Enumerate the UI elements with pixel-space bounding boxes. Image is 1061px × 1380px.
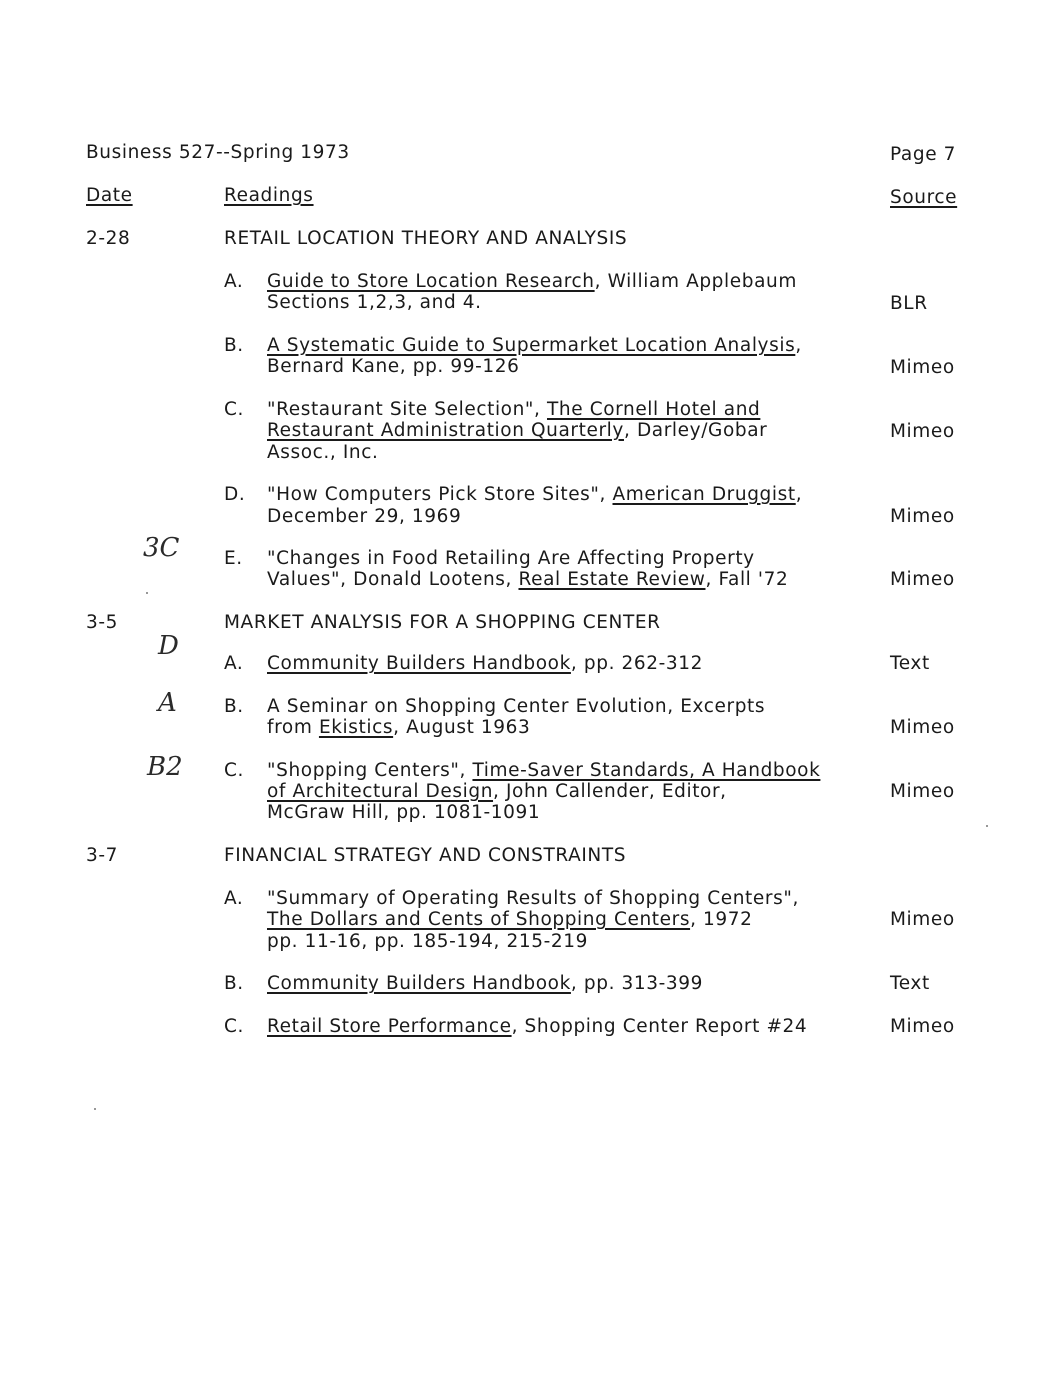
section-date: 2-28: [86, 228, 131, 249]
item-letter: B.: [224, 973, 244, 994]
item-line: Retail Store Performance, Shopping Center Report #24: [267, 1016, 808, 1037]
section-title: RETAIL LOCATION THEORY AND ANALYSIS: [224, 228, 628, 249]
item-source: Mimeo: [890, 717, 955, 738]
item-source: Mimeo: [890, 569, 955, 590]
course-title: Business 527--Spring 1973: [86, 142, 350, 163]
item-line: pp. 11-16, pp. 185-194, 215-219: [267, 931, 588, 952]
item-source: Mimeo: [890, 781, 955, 802]
item-line: Community Builders Handbook, pp. 313-399: [267, 973, 704, 994]
item-letter: B.: [224, 696, 244, 717]
item-source: Mimeo: [890, 357, 955, 378]
item-source: Text: [890, 653, 930, 674]
item-line: Guide to Store Location Research, William Applebaum: [267, 271, 797, 292]
item-source: Mimeo: [890, 909, 955, 930]
item-letter: C.: [224, 1016, 244, 1037]
item-line: The Dollars and Cents of Shopping Centers, 1972: [267, 909, 753, 930]
section-date: 3-5: [86, 612, 119, 633]
page-number: Page 7: [890, 144, 957, 165]
readings-column-header: Readings: [224, 185, 314, 206]
item-letter: B.: [224, 335, 244, 356]
item-source: BLR: [890, 293, 928, 314]
item-line: A Systematic Guide to Supermarket Location Analysis,: [267, 335, 802, 356]
section-title: MARKET ANALYSIS FOR A SHOPPING CENTER: [224, 612, 661, 633]
item-line: Restaurant Administration Quarterly, Darley/Gobar: [267, 420, 768, 441]
item-line: A Seminar on Shopping Center Evolution, Excerpts: [267, 696, 766, 717]
item-line: "Changes in Food Retailing Are Affecting Property: [267, 548, 755, 569]
item-line: of Architectural Design, John Callender, Editor,: [267, 781, 727, 802]
item-letter: E.: [224, 548, 243, 569]
item-letter: D.: [224, 484, 246, 505]
item-line: Values", Donald Lootens, Real Estate Review, Fall '72: [267, 569, 789, 590]
item-line: Assoc., Inc.: [267, 442, 379, 463]
section-title: FINANCIAL STRATEGY AND CONSTRAINTS: [224, 845, 627, 866]
item-line: "Shopping Centers", Time-Saver Standards, A Handbook: [267, 760, 821, 781]
stray-mark: [94, 1108, 96, 1110]
item-letter: A.: [224, 271, 244, 292]
handwritten-mark: 3C: [143, 533, 180, 563]
stray-mark: [986, 825, 988, 827]
section-date: 3-7: [86, 845, 119, 866]
source-column-header: Source: [890, 187, 958, 208]
item-line: from Ekistics, August 1963: [267, 717, 531, 738]
item-line: December 29, 1969: [267, 506, 462, 527]
item-line: McGraw Hill, pp. 1081-1091: [267, 802, 541, 823]
item-source: Mimeo: [890, 1016, 955, 1037]
item-line: Bernard Kane, pp. 99-126: [267, 356, 520, 377]
item-letter: C.: [224, 399, 244, 420]
item-letter: C.: [224, 760, 244, 781]
item-line: Sections 1,2,3, and 4.: [267, 292, 482, 313]
item-line: "Restaurant Site Selection", The Cornell Hotel and: [267, 399, 761, 420]
item-line: "Summary of Operating Results of Shopping Centers",: [267, 888, 799, 909]
item-source: Text: [890, 973, 930, 994]
date-column-header: Date: [86, 185, 133, 206]
item-source: Mimeo: [890, 506, 955, 527]
handwritten-mark: D: [158, 631, 179, 661]
handwritten-mark: A: [158, 688, 177, 718]
item-letter: A.: [224, 653, 244, 674]
item-line: "How Computers Pick Store Sites", American Druggist,: [267, 484, 803, 505]
handwritten-mark: B2: [147, 752, 183, 782]
item-letter: A.: [224, 888, 244, 909]
item-source: Mimeo: [890, 421, 955, 442]
item-line: Community Builders Handbook, pp. 262-312: [267, 653, 704, 674]
stray-mark: [146, 592, 148, 594]
